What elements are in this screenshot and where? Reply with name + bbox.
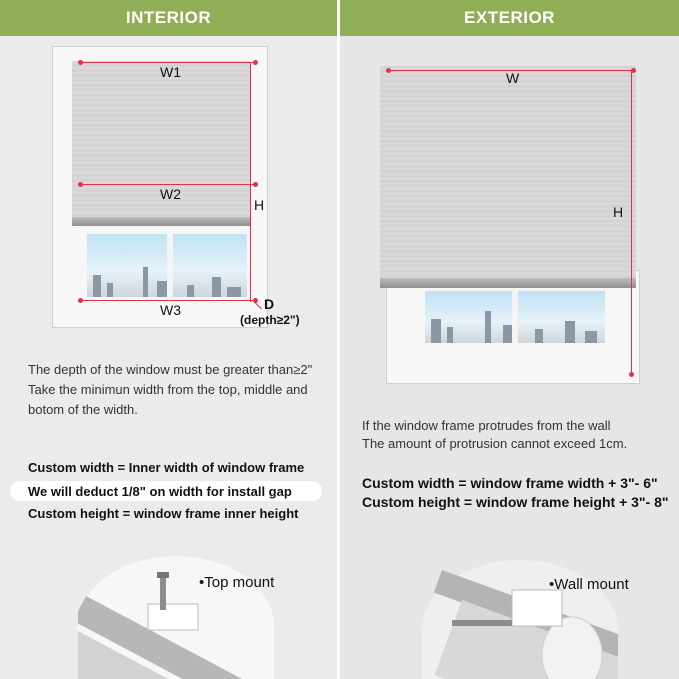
exterior-custom-height: Custom height = window frame height + 3"- 8"	[362, 494, 669, 510]
w2-line	[80, 184, 256, 185]
exterior-panel	[340, 0, 679, 679]
w3-line	[80, 300, 256, 301]
top-mount-text: Top mount	[204, 574, 275, 591]
exterior-description-1: If the window frame protrudes from the wall	[362, 418, 611, 433]
w2-label: W2	[160, 186, 181, 202]
depth-label: (depth≥2")	[240, 313, 300, 327]
w3-label: W3	[160, 302, 181, 318]
exterior-custom-width: Custom width = window frame width + 3"- 6"	[362, 475, 658, 491]
h-label: H	[254, 197, 265, 213]
exterior-shade-bottom-bar	[380, 278, 636, 288]
interior-description-1: The depth of the window must be greater than≥2"	[28, 362, 313, 377]
exterior-window-mullion	[512, 291, 518, 343]
interior-window-mullion	[167, 233, 173, 297]
exterior-skyline	[431, 319, 441, 343]
wall-mount-bullet: •	[549, 576, 555, 593]
top-mount-label	[199, 574, 274, 591]
top-mount-bullet: •	[199, 574, 205, 591]
h-line	[250, 62, 251, 302]
interior-panel	[0, 0, 337, 679]
w1-label: W1	[160, 64, 181, 80]
interior-shade-bottom-bar	[72, 217, 250, 226]
d-label: D	[264, 296, 275, 312]
interior-custom-width: Custom width = Inner width of window frame	[28, 460, 305, 475]
w1-line	[80, 62, 256, 63]
exterior-h-label: H	[613, 204, 624, 220]
interior-skyline	[93, 275, 101, 297]
interior-description-3: botom of the width.	[28, 402, 138, 417]
exterior-header: EXTERIOR	[340, 0, 679, 36]
exterior-shade	[380, 66, 636, 280]
wall-mount-label	[549, 576, 629, 593]
exterior-w-label: W	[506, 70, 520, 86]
interior-header: INTERIOR	[0, 0, 337, 36]
wall-mount-text: Wall mount	[554, 576, 629, 593]
exterior-description-2: The amount of protrusion cannot exceed 1cm.	[362, 436, 628, 451]
interior-deduct-note: We will deduct 1/8" on width for install gap	[28, 484, 292, 499]
exterior-h-line	[631, 70, 632, 376]
interior-custom-height: Custom height = window frame inner height	[28, 506, 299, 521]
interior-description-2: Take the minimun width from the top, middle and	[28, 382, 308, 397]
